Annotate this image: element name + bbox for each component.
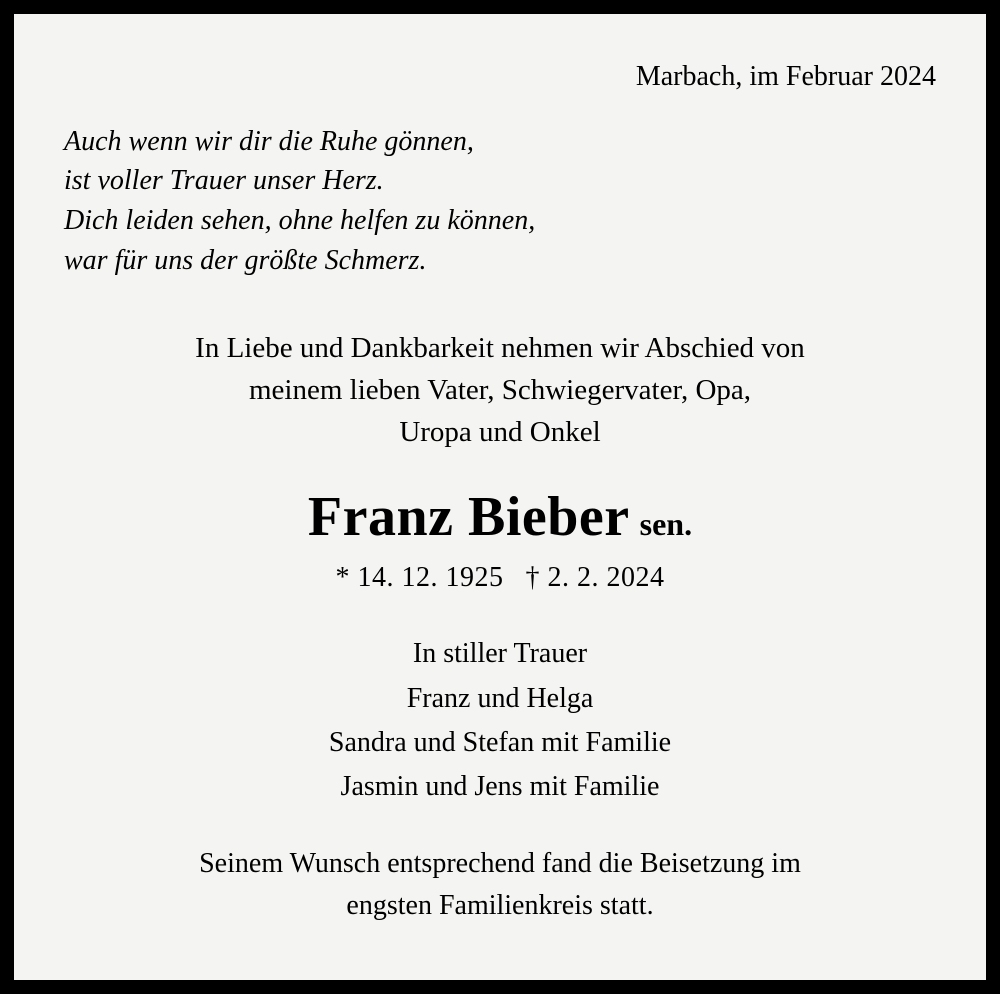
- closing-line-2: engsten Familienkreis statt.: [346, 890, 654, 922]
- mourners-list: [58, 632, 942, 809]
- mourners-line-4: Jasmin und Jens mit Familie: [340, 771, 660, 803]
- verse-line-1: Auch wenn wir dir die Ruhe gönnen,: [64, 125, 474, 157]
- verse-line-2: ist voller Trauer unser Herz.: [64, 165, 384, 197]
- life-dates: [58, 562, 942, 594]
- intro-line-3: Uropa und Onkel: [399, 415, 601, 448]
- deceased-name-suffix: sen.: [639, 505, 693, 542]
- deceased-name: Franz Bieber: [307, 485, 630, 548]
- birth-date: * 14. 12. 1925: [335, 562, 504, 594]
- introduction-text: [58, 327, 942, 453]
- memorial-verse: [64, 122, 942, 281]
- death-date: † 2. 2. 2024: [525, 562, 665, 594]
- verse-line-4: war für uns der größte Schmerz.: [64, 244, 427, 276]
- deceased-name-block: [58, 487, 942, 549]
- intro-line-1: In Liebe und Dankbarkeit nehmen wir Abschied von: [195, 331, 805, 364]
- place-and-date: Marbach, im Februar 2024: [635, 61, 936, 92]
- closing-text: [58, 843, 942, 927]
- verse-line-3: Dich leiden sehen, ohne helfen zu können,: [64, 205, 536, 237]
- mourners-line-2: Franz und Helga: [406, 682, 594, 714]
- intro-line-2: meinem lieben Vater, Schwiegervater, Opa,: [248, 373, 752, 406]
- mourners-line-1: In stiller Trauer: [412, 638, 588, 670]
- closing-line-1: Seinem Wunsch entsprechend fand die Beisetzung im: [199, 848, 801, 880]
- mourners-line-3: Sandra und Stefan mit Familie: [328, 726, 672, 758]
